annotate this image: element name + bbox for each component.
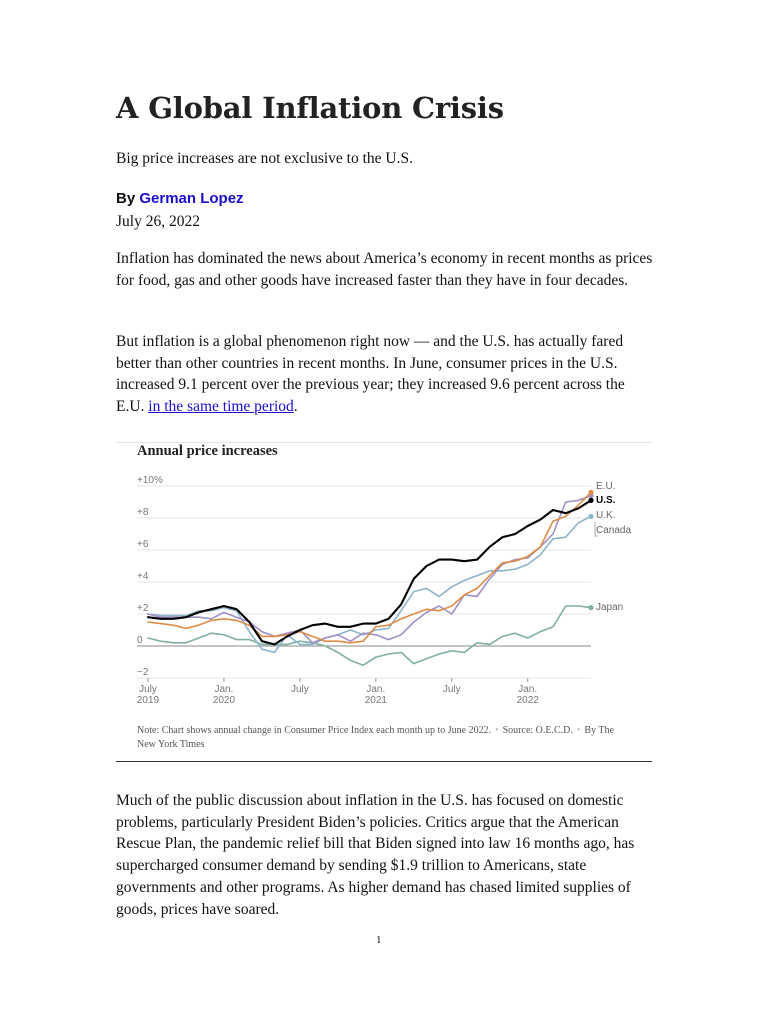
separator-dot: • [576,725,581,736]
x-tick-label: July [442,684,461,695]
figure-bottom-rule [116,761,652,762]
series-endpoint [588,498,593,503]
y-tick-label: +4 [137,571,149,582]
paragraph-2 [116,331,656,418]
byline-prefix: By [116,190,136,207]
series-label: U.K. [596,510,616,521]
y-tick-label: +10% [137,475,163,486]
x-tick-year-label: 2020 [212,695,236,706]
article-dek: Big price increases are not exclusive to the U.S. [116,150,413,167]
x-tick-year-label: 2021 [364,695,387,706]
series-endpoint [588,490,593,495]
paragraph-1: Inflation has dominated the news about America’s economy in recent months as prices for food, gas and other goods have increased faster than they have in four decades. [116,250,653,289]
series-line-japan [148,606,591,665]
paragraph-2-text: But inflation is a global phenomenon right now — and the U.S. has actually fared better than other countries in recent months. In June, consumer prices in the U.S. increased 9.1 percent over the previous year; they increased 9.6 percent across the E.U. [116,333,625,416]
series-label: E.U. [596,481,616,492]
chart-source: Source: O.E.C.D. [502,725,573,736]
series-label: Japan [596,602,624,613]
publish-date: July 26, 2022 [116,213,200,230]
y-tick-label: +8 [137,507,149,518]
paragraph-3: Much of the public discussion about inflation in the U.S. has focused on domestic problems, particularly President Biden’s policies. Critics argue that the American Rescue Plan, the pandemic relief bill that Biden signed into law 16 months ago, has supercharged consumer demand by sending $1.9 trillion to Americans, state governments and other programs. As higher demand has chased limited supplies of goods, prices have soared. [116,792,635,918]
series-line-canada [148,516,591,652]
y-tick-label: +2 [137,603,149,614]
chart-credit: By The New York Times [137,725,614,750]
series-label: Canada [596,525,632,536]
series-line-eu [148,492,591,642]
series-label: U.S. [596,495,616,506]
byline [116,188,244,210]
chart-title: Annual price increases [137,443,278,459]
y-tick-label: 0 [137,635,143,646]
x-tick-label: Jan. [366,684,386,695]
y-tick-label: +6 [137,539,149,550]
chart-note [137,724,617,752]
x-tick-label: Jan. [214,684,234,695]
chart-note-text: Note: Chart shows annual change in Consumer Price Index each month up to June 2022. [137,725,492,736]
series-endpoint [588,514,593,519]
x-tick-label: July [139,684,157,695]
x-tick-label: July [290,684,309,695]
separator-dot: • [495,725,499,736]
inflation-line-chart [116,442,652,722]
article-title: A Global Inflation Crisis [116,91,504,125]
paragraph-2-end: . [293,398,298,416]
page-number: 1 [376,934,382,946]
author-link[interactable]: German Lopez [139,190,244,207]
x-tick-label: Jan. [518,684,538,695]
series-line-us [148,500,591,644]
y-tick-label: −2 [137,667,149,678]
same-time-period-link[interactable]: in the same time period [148,398,294,416]
series-endpoint [588,605,593,610]
x-tick-year-label: 2019 [136,695,160,706]
x-tick-year-label: 2022 [516,695,539,706]
